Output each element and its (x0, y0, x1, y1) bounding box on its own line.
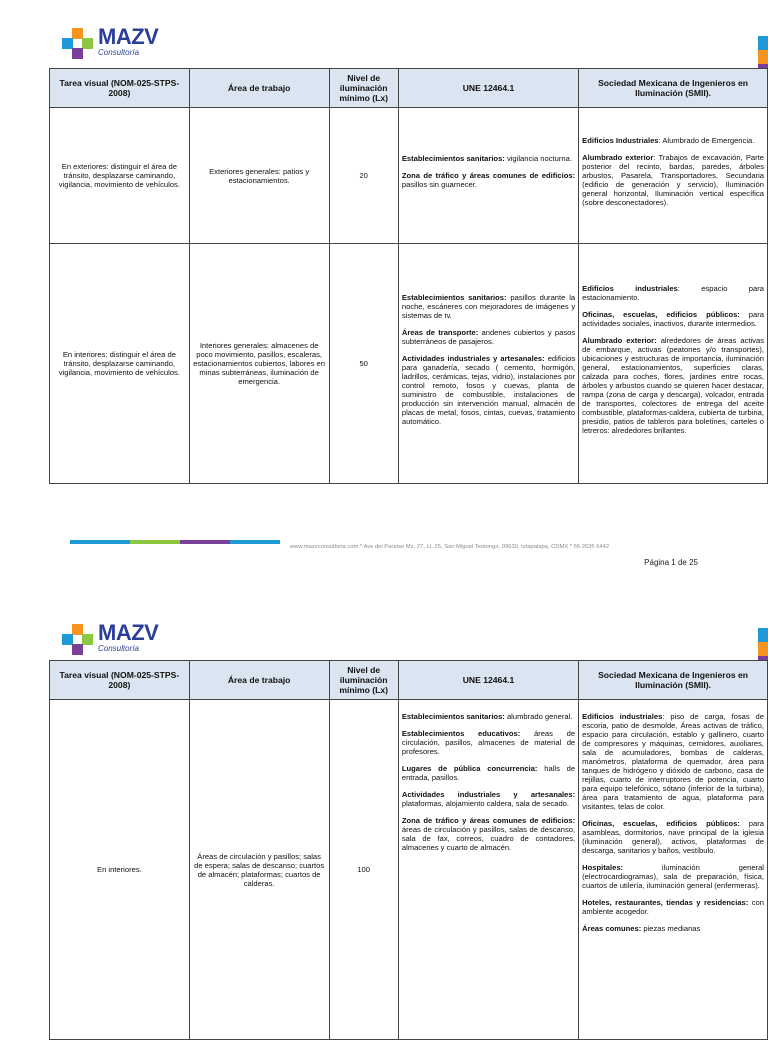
logo-square-purple (72, 48, 83, 59)
une-entry: Zona de tráfico y áreas comunes de edificios: pasillos sin guarnecer. (401, 171, 576, 189)
une-entry: Establecimientos educativos: áreas de circulación, pasillos, almacenes de material de profesores. (401, 729, 576, 756)
smii-entry: Edificios industriales: piso de carga, fosas de escoria, patio de desmolde, Áreas activas de tráfico, espacio para circulación, establo y gallinero, cuarto de compresores y máquinas, cernidores, auxiliares, sala de acumuladores, bombas de calderas, manómetros, plataforma de quemador, área para tanques de hidrógeno y dióxido de carbono, casa de rejillas, cuarto de interruptores de potencia, cuarto para equipo telefónico, sótano (inferior de la turbina), área para tratamiento de agua, plataforma para visitantes, telas de color. (582, 712, 764, 811)
header-nivel: Nivel de iluminación mínimo (Lx) (329, 69, 398, 108)
cell-tarea: En interiores: distinguir el área de tránsito, desplazarse caminando, vigilancia, movimiento de vehículos. (50, 244, 190, 484)
une-entry: Áreas de transporte: andenes cubiertos y pasos subterráneos de pasajeros. (401, 328, 576, 346)
cell-area: Exteriores generales: patios y estacionamientos. (189, 108, 329, 244)
cell-area: Áreas de circulación y pasillos; salas de espera; salas de descanso; cuartos de almacén; plataformas; cuartos de calderas. (189, 700, 329, 1040)
cell-tarea: En interiores. (50, 700, 190, 1040)
cell-une (398, 108, 578, 244)
une-entry: Establecimientos sanitarios: alumbrado general. (401, 712, 573, 721)
cell-smii (579, 108, 768, 244)
footer-address: www.mazvconsultoria.com * Ave del Paraíso Mz. 27, Lt. 25, San Miguel Teotongo, 09630, Iztapalapa, CDMX * 55 2635 6442 (290, 544, 610, 550)
cell-nivel: 50 (329, 244, 398, 484)
cell-tarea: En exteriores: distinguir el área de tránsito, desplazarse caminando, vigilancia, movimiento de vehículos. (50, 108, 190, 244)
logo-sub: Consultoría (98, 644, 139, 653)
header-area: Área de trabajo (189, 661, 329, 700)
smii-entry: Alumbrado exterior: Trabajos de excavación, Parte posterior del recinto, bardas, paredes, árboles arbustos, Pasarela, Transportadores, Secundaria (edificio de generación y servicio), Iluminación general horizontal, Iluminación vertical específica (sobre desconectadores). (582, 153, 765, 207)
header-une: UNE 12464.1 (398, 69, 578, 108)
smii-entry: Hoteles, restaurantes, tiendas y residencias: con ambiente acogedor. (582, 898, 764, 916)
logo-square-green (82, 634, 93, 645)
header-une: UNE 12464.1 (398, 661, 578, 700)
cell-smii (579, 700, 768, 1040)
header-area: Área de trabajo (189, 69, 329, 108)
une-entry: Establecimientos sanitarios: pasillos durante la noche, escáneres con mejoradores de imágenes y sistemas de tv. (401, 293, 576, 320)
logo-sub: Consultoría (98, 48, 139, 57)
smii-entry: Edificios industriales: espacio para estacionamiento. (582, 284, 764, 302)
company-logo (60, 620, 180, 660)
illumination-table (49, 68, 768, 484)
table-row (50, 700, 768, 1040)
header-smii: Sociedad Mexicana de Ingenieros en Iluminación (SMII). (579, 661, 768, 700)
cell-une (398, 244, 578, 484)
cell-nivel: 20 (329, 108, 398, 244)
smii-entry: Áreas comunes: piezas medianas (582, 924, 701, 933)
smii-entry: Oficinas, escuelas, edificios públicos: para actividades sociales, inactivos, durante intermedios. (582, 310, 764, 328)
smii-entry: Oficinas, escuelas, edificios públicos: para asambleas, dormitorios, nave principal de la iglesia (iluminación general), activos, plataformas de descarga, sanitarios y baños, vestíbulo. (582, 819, 764, 855)
page-2 (0, 600, 768, 1024)
une-entry: Zona de tráfico y áreas comunes de edificios: áreas de circulación y pasillos, salas de descanso, sala de fax, correos, cuadro de contadores, almacenes y cuarto de almacén. (401, 816, 576, 852)
header-smii: Sociedad Mexicana de Ingenieros en Iluminación (SMII). (579, 69, 768, 108)
smii-entry: Hospitales: iluminación general (electrocardiogramas), sala de preparación, física, cuartos de utilería, iluminación general (enfermeras). (582, 863, 764, 890)
une-entry: Actividades industriales y artesanales: edificios para ganadería, secado ( cemento, hormigón, ladrillos, cerámicas, tejas, vidrio), instalaciones por control remoto, fosos y cuevas, planta de suministro de combustible, instalaciones de producción sin intervención manual, almacén de placas de metal, fosos, cintas, cuevas, tratamiento automático. (401, 354, 576, 426)
table-row (50, 108, 768, 244)
smii-entry: Alumbrado exterior: alrededores de áreas activas de embarque, activas (peatones y/o transportes), ubicaciones y estructuras de importancia, iluminación general, estacionamientos, superficies claras, calzada para coches, flores, jardines entre rocas, árboles y arbustos cuando se quieren hacer destacar, rampa (zona de carga y descarga), volcador, entrada de transportes, colectores de entrega del aceite combustible, plataformas-caldera, cubierta de turbina, presidio, patios de tableros para boletines, carteles o letreros: alrededores brillantes. (582, 336, 765, 435)
table-header-row (50, 661, 768, 700)
page-number: Página 1 de 25 (644, 558, 698, 567)
une-entry: Actividades industriales y artesanales: plataformas, alojamiento caldera, sala de secado. (401, 790, 576, 808)
logo-name: MAZV (98, 620, 159, 645)
footer-color-bars (70, 540, 280, 545)
cell-smii (579, 244, 768, 484)
header-tarea: Tarea visual (NOM-025-STPS-2008) (50, 661, 190, 700)
logo-name: MAZV (98, 24, 159, 49)
une-entry: Establecimientos sanitarios: vigilancia nocturna. (401, 154, 572, 163)
header-tarea: Tarea visual (NOM-025-STPS-2008) (50, 69, 190, 108)
smii-entry: Edificios Industriales: Alumbrado de Emergencia. (582, 136, 755, 145)
cell-nivel: 100 (329, 700, 398, 1040)
logo-square-green (82, 38, 93, 49)
company-logo (60, 24, 180, 64)
cell-une (398, 700, 578, 1040)
table-header-row (50, 69, 768, 108)
illumination-table (49, 660, 768, 1040)
cell-area: Interiores generales: almacenes de poco movimiento, pasillos, escaleras, estacionamientos cubiertos, labores en minas subterráneas, iluminación de emergencia. (189, 244, 329, 484)
table-row (50, 244, 768, 484)
header-nivel: Nivel de iluminación mínimo (Lx) (329, 661, 398, 700)
une-entry: Lugares de pública concurrencia: halls de entrada, pasillos. (401, 764, 576, 782)
logo-square-purple (72, 644, 83, 655)
